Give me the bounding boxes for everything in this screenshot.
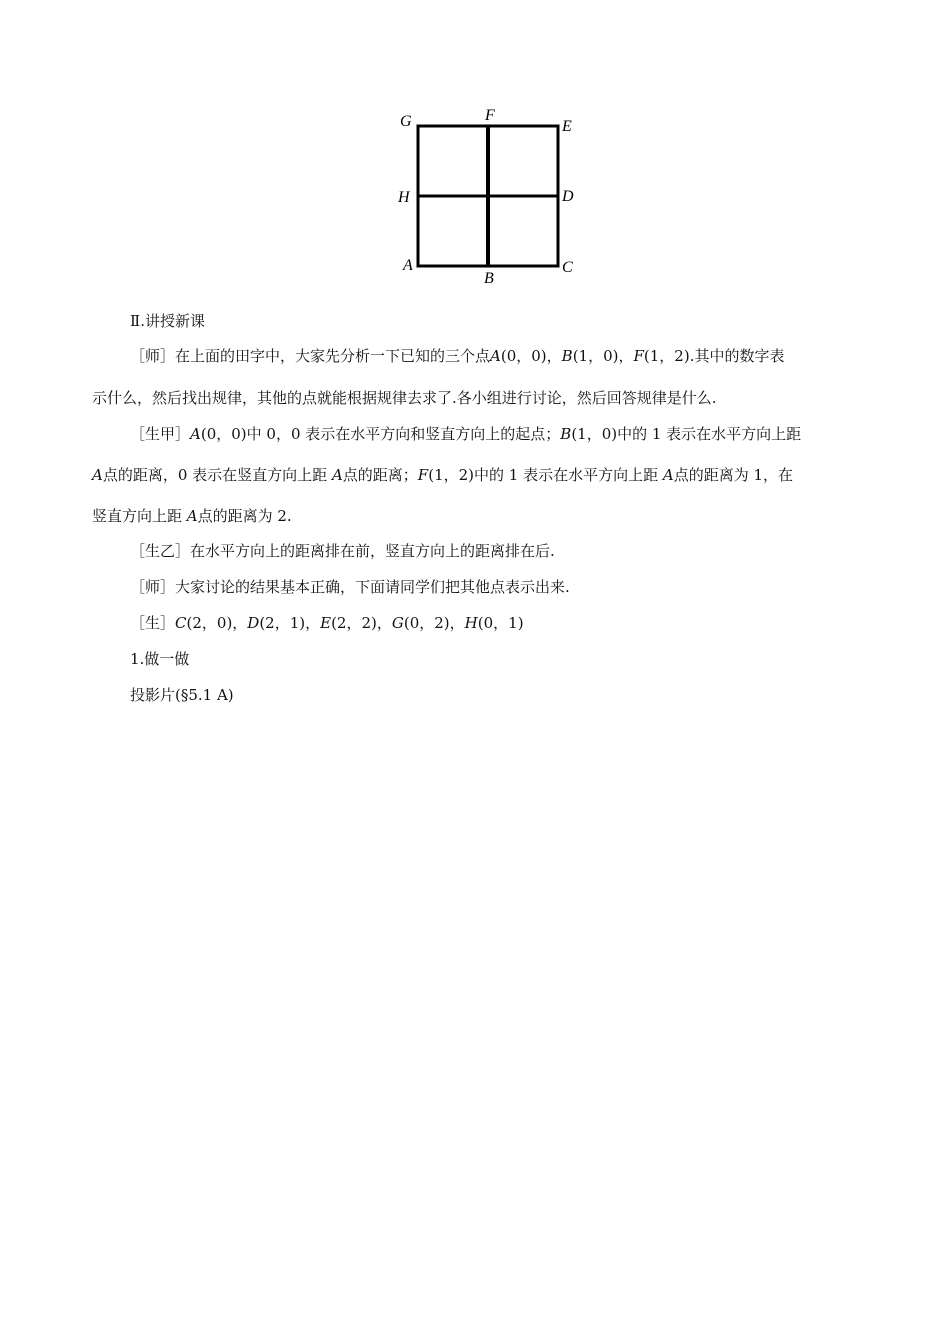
paragraph-student-a-line-2: A点的距离，0 表示在竖直方向上距 A点的距离；F(1，2)中的 1 表示在水平方向上距 A点的距离为 1，在 <box>92 466 794 484</box>
paragraph-student-a-line-3: 竖直方向上距 A点的距离为 2. <box>92 507 292 525</box>
paragraph-student-a-line-1: ［生甲］A(0，0)中 0，0 表示在水平方向和竖直方向上的起点；B(1，0)中的 1 表示在水平方向上距 <box>130 425 802 443</box>
paragraph-student-b: ［生乙］在水平方向上的距离排在前，竖直方向上的距离排在后. <box>130 542 555 560</box>
subheading-do-it: 1.做一做 <box>130 650 190 668</box>
paragraph-teacher-2: ［师］大家讨论的结果基本正确，下面请同学们把其他点表示出来. <box>130 578 570 596</box>
label-A: A <box>403 257 413 274</box>
paragraph-teacher-1-line-1: ［师］在上面的田字中，大家先分析一下已知的三个点A(0，0)，B(1，0)，F(1，2).其中的数字表 <box>130 347 785 365</box>
grid-lines <box>418 126 558 266</box>
grid-diagram <box>390 100 590 290</box>
label-G: G <box>400 113 412 130</box>
label-F: F <box>485 107 495 124</box>
paragraph-teacher-1-line-2: 示什么，然后找出规律，其他的点就能根据规律去求了.各小组进行讨论，然后回答规律是什么. <box>92 389 717 407</box>
label-D: D <box>562 188 574 205</box>
transparency-reference: 投影片(§5.1 A) <box>130 686 234 704</box>
paragraph-student-answer: ［生］C(2，0)，D(2，1)，E(2，2)，G(0，2)，H(0，1) <box>130 614 524 632</box>
label-H: H <box>398 189 410 206</box>
label-E: E <box>562 118 572 135</box>
section-title: Ⅱ.讲授新课 <box>130 312 205 330</box>
label-C: C <box>562 259 573 276</box>
label-B: B <box>484 270 494 287</box>
